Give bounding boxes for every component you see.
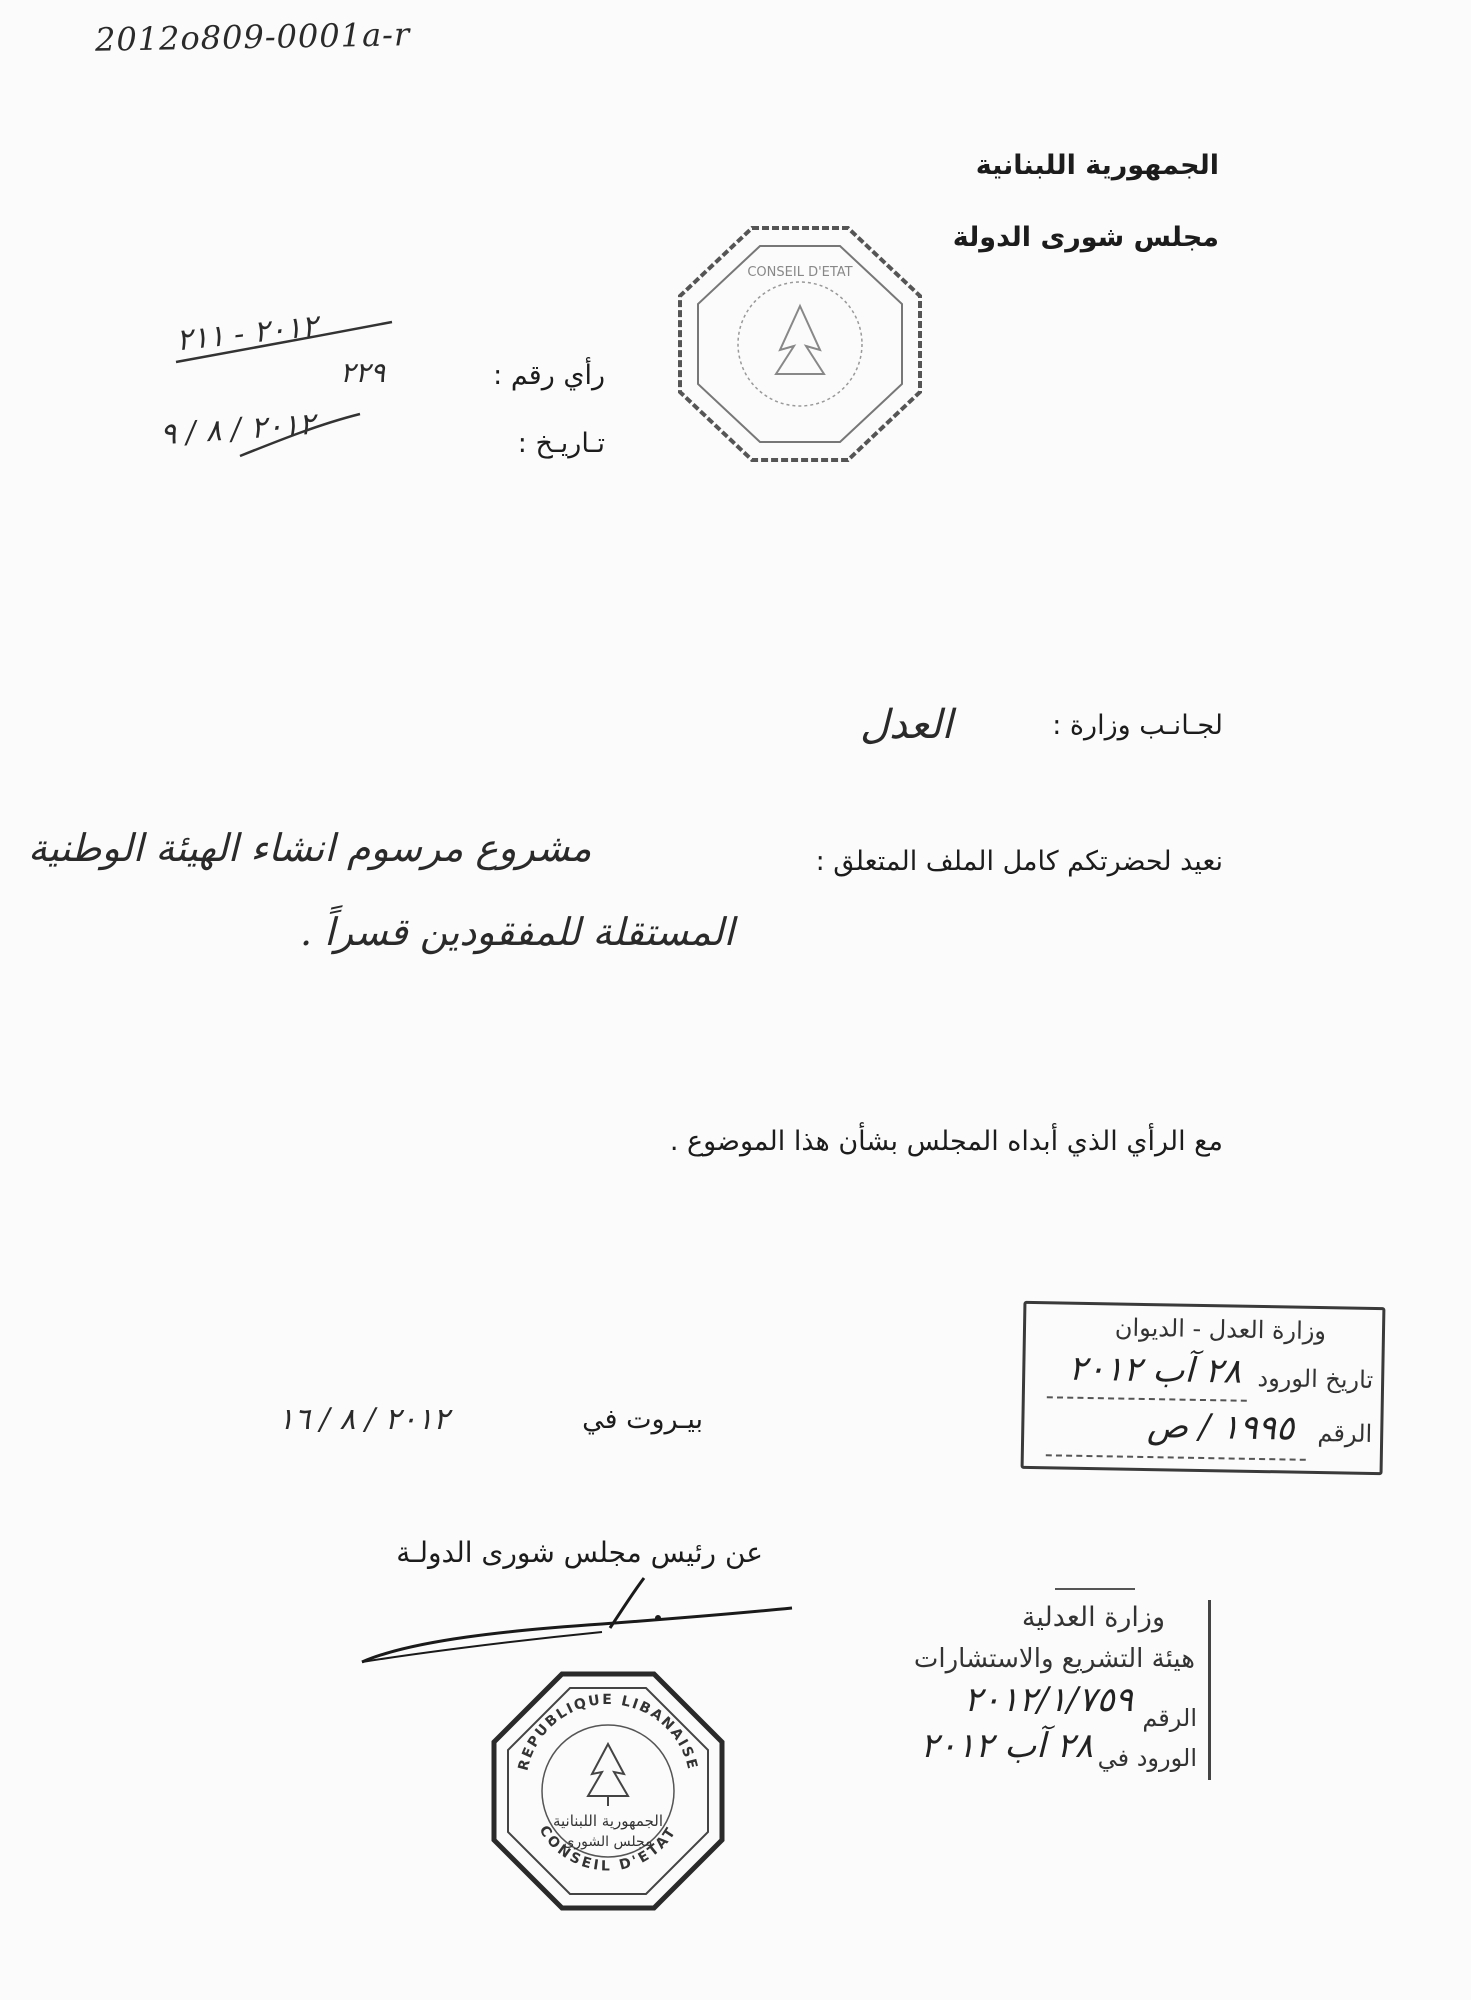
seal-bottom-top-text: REPUBLIQUE LIBANAISE — [515, 1692, 701, 1773]
closing-statement: مع الرأي الذي أبداه المجلس بشأن هذا الموضوع . — [669, 1126, 1223, 1157]
subject-line-1: مشروع مرسوم انشاء الهيئة الوطنية — [28, 826, 592, 870]
addressee-label: لجـانـب وزارة : — [1052, 710, 1223, 741]
header-republic: الجمهورية اللبنانية — [975, 150, 1219, 181]
legislation-stamp — [855, 1588, 1205, 1788]
legislation-stamp-date-value: ٢٨ آب ٢٠١٢ — [920, 1726, 1093, 1766]
registry-stamp-number-value: ١٩٩٥ / ص — [1146, 1406, 1295, 1449]
registry-stamp-rule-2 — [1046, 1454, 1306, 1461]
legislation-stamp-top-rule — [1055, 1588, 1135, 1590]
seal-top — [672, 222, 928, 466]
seal-bottom — [488, 1668, 728, 1914]
signer-title: عن رئيس مجلس شورى الدولـة — [396, 1536, 763, 1569]
opinion-number-previous: ٢٠١٢ - ٢١١ — [174, 308, 320, 359]
seal-bottom-ar-2: مجلس الشورى — [563, 1834, 653, 1850]
svg-text:REPUBLIQUE LIBANAISE — [515, 1692, 700, 1772]
registry-stamp-title: وزارة العدل - الديوان — [1114, 1313, 1327, 1346]
file-reference: 2012o809-0001a-r — [94, 15, 411, 59]
signature — [352, 1570, 802, 1670]
legislation-stamp-number-value: ٢٠١٢/١/٧٥٩ — [963, 1680, 1133, 1720]
seal-top-text: CONSEIL D'ETAT — [747, 265, 853, 280]
beirut-label: بيـروت في — [582, 1404, 703, 1435]
registry-stamp-date-value: ٢٨ آب ٢٠١٢ — [1068, 1348, 1242, 1392]
registry-stamp-date-label: تاريخ الورود — [1257, 1363, 1374, 1394]
subject-line-2: المستقلة للمفقودين قسراً . — [300, 910, 735, 954]
registry-stamp-number-label: الرقم — [1317, 1419, 1373, 1448]
opinion-number: ٢٢٩ — [340, 356, 386, 389]
seal-bottom-ar-1: الجمهورية اللبنانية — [552, 1812, 664, 1830]
header-council: مجلس شورى الدولة — [952, 222, 1219, 253]
seal-bottom-bottom-text: CONSEIL D'ETAT — [535, 1822, 681, 1875]
date-slash-marks — [230, 410, 370, 460]
opinion-date: ٢٠١٢ / ٨ / ٩ — [158, 406, 317, 453]
opinion-underline — [170, 318, 400, 368]
opinion-label: رأي رقم : — [493, 360, 605, 391]
legislation-stamp-body: هيئة التشريع والاستشارات — [913, 1644, 1195, 1674]
addressee-ministry: العدل — [860, 702, 953, 748]
registry-stamp-rule-1 — [1047, 1396, 1247, 1401]
registry-stamp — [1021, 1301, 1386, 1475]
legislation-stamp-side-rule — [1202, 1600, 1211, 1780]
date-label: تـاريـخ : — [517, 428, 605, 459]
subject-label: نعيد لحضرتكم كامل الملف المتعلق : — [815, 846, 1223, 877]
beirut-date: ٢٠١٢ / ٨ / ١٦ — [278, 1402, 450, 1437]
legislation-stamp-date-label: الورود في — [1097, 1744, 1197, 1772]
cedar-icon — [588, 1744, 628, 1796]
legislation-stamp-ministry: وزارة العدلية — [1021, 1602, 1165, 1633]
legislation-stamp-number-label: الرقم — [1142, 1704, 1197, 1732]
